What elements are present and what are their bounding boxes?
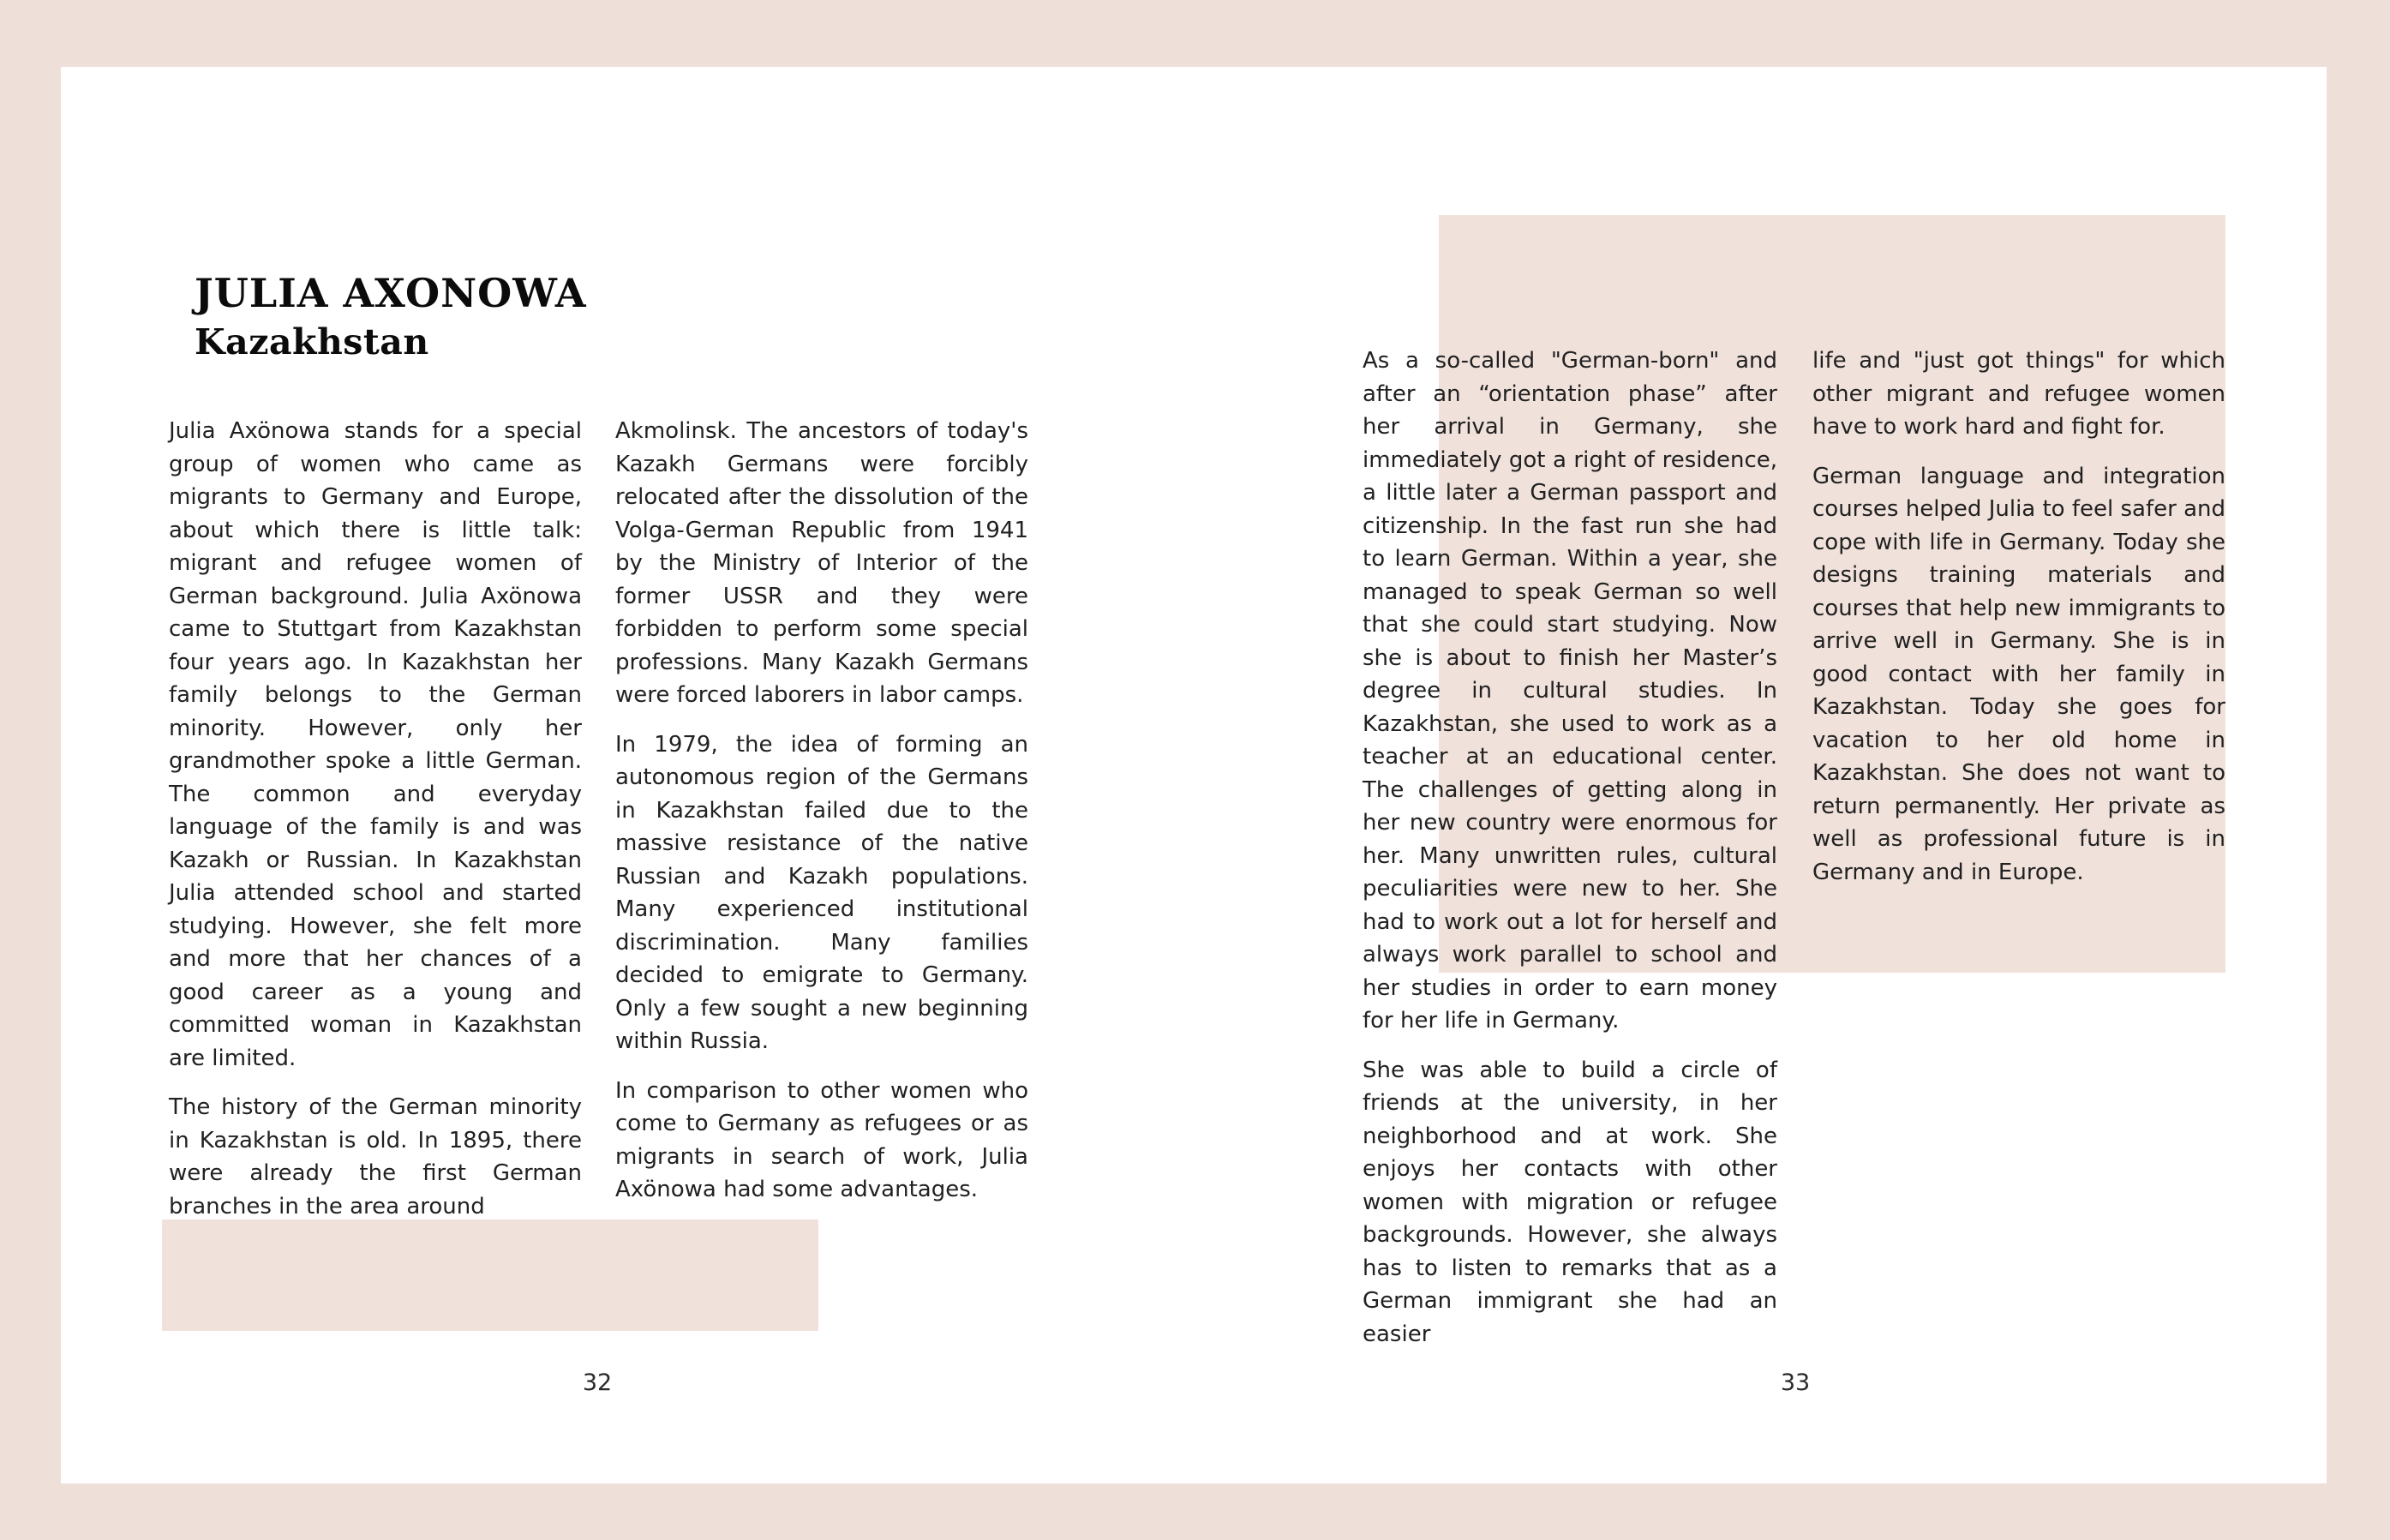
paragraph: The history of the German minority in Kazakhstan is old. In 1895, there were already the first German branches in the area around: [169, 1094, 582, 1219]
page33-column-2: [1812, 345, 2225, 905]
chapter-title-country: Kazakhstan: [195, 321, 429, 363]
page32-column-1: [169, 415, 582, 1239]
paragraph: life and "just got things" for which other migrant and refugee women have to work hard and fight for.: [1812, 348, 2225, 440]
chapter-title: [195, 269, 587, 367]
chapter-title-name: JULIA AXONOWA: [195, 270, 587, 316]
page32-column-2: [615, 415, 1028, 1223]
page-number-33: 33: [1780, 1369, 1811, 1396]
paragraph: Julia Axönowa stands for a special group of women who came as migrants to Germany and Europe, about which there is little talk: migrant and refugee women of German background. Julia Axönowa came to Stuttgart from Kazakhstan four years ago. In Kazakhstan her family belongs to the German minority. However, only her grandmother spoke a little German. The common and everyday language of the family is and was Kazakh or Russian. In Kazakhstan Julia attended school and started studying. However, she felt more and more that her chances of a good career as a young and committed woman in Kazakhstan are limited.: [169, 418, 582, 1071]
paragraph: As a so-called "German-born" and after an “orientation phase” after her arrival in Germany, she immediately got a right of residence, a little later a German passport and citizenship. In the fast run she had to learn German. Within a year, she managed to speak German so well that she could start studying. Now she is about to finish her Master’s degree in cultural studies. In Kazakhstan, she used to work as a teacher at an educational center. The challenges of getting along in her new country were enormous for her. Many unwritten rules, cultural peculiarities were new to her. She had to work out a lot for herself and always work parallel to school and her studies in order to earn money for her life in Germany.: [1363, 348, 1777, 1034]
page33-column-1: [1363, 345, 1777, 1367]
paragraph: German language and integration courses helped Julia to feel safer and cope with life in Germany. Today she designs training materials and courses that help new immigrants to arrive well in Germany. She is in good contact with her family in Kazakhstan. Today she goes for vacation to her old home in Kazakhstan. She does not want to return permanently. Her private as well as professional future is in Germany and in Europe.: [1812, 463, 2225, 885]
paragraph: Akmolinsk. The ancestors of today's Kazakh Germans were forcibly relocated after the dissolution of the Volga-German Republic from 1941 by the Ministry of Interior of the former USSR and they were forbidden to perform some special professions. Many Kazakh Germans were forced laborers in labor camps.: [615, 418, 1028, 708]
page-number-32: 32: [582, 1369, 613, 1396]
paragraph: She was able to build a circle of friends at the university, in her neighborhood and at work. She enjoys her contacts with other women with migration or refugee backgrounds. However, she always has to listen to remarks that as a German immigrant she had an easier: [1363, 1057, 1777, 1347]
paragraph: In 1979, the idea of forming an autonomous region of the Germans in Kazakhstan failed due to the massive resistance of the native Russian and Kazakh populations. Many experienced institutional discrimination. Many families decided to emigrate to Germany. Only a few sought a new beginning within Russia.: [615, 731, 1028, 1054]
paragraph: In comparison to other women who come to Germany as refugees or as migrants in search of work, Julia Axönowa had some advantages.: [615, 1077, 1028, 1202]
